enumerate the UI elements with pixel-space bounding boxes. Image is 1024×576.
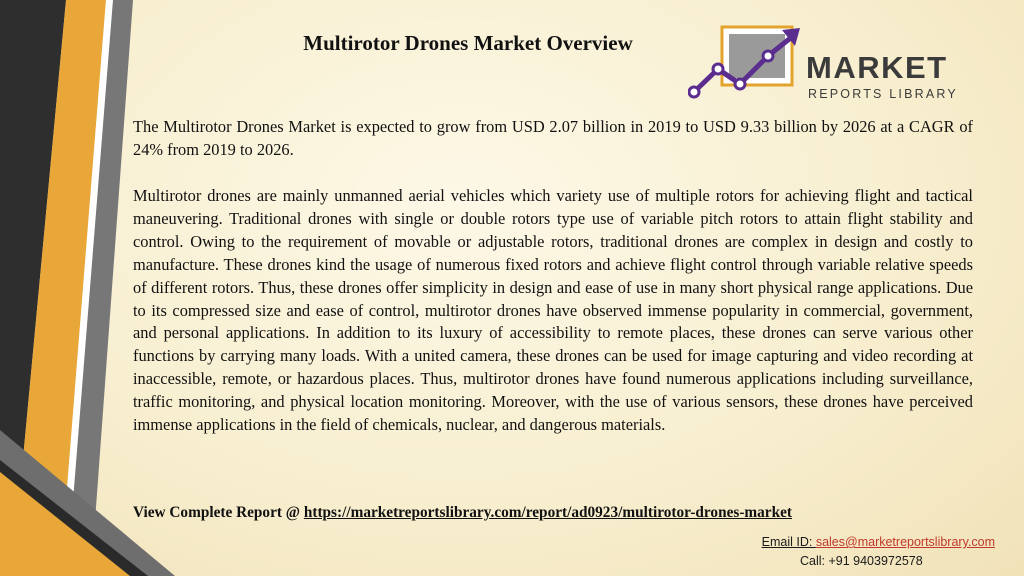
view-report-line: [133, 504, 993, 522]
view-report-label: View Complete Report @: [133, 504, 304, 521]
description-paragraph: Multirotor drones are mainly unmanned aerial vehicles which variety use of multiple rotors for achieving flight and tactical maneuvering. Traditional drones with single or double rotors type use of variable pitch rotors to attain flight stability and control. Owing to the requirement of movable or adjustable rotors, traditional drones are complex in design and costly to manufacture. These drones kind the usage of numerous fixed rotors and achieve flight control through variable relative speeds of different rotors. Thus, these drones offer simplicity in design and ease of use in many short physical range applications. Due to its compressed size and ease of control, multirotor drones have observed immense popularity in commercial, government, and personal applications. In addition to its luxury of accessibility to remote places, these drones can serve various other functions by carrying many loads. With a united camera, these drones can be used for image capturing and video recording at inaccessible, remote, or hazardous places. Thus, multirotor drones have found numerous applications including surveillance, traffic monitoring, and physical location monitoring. Moreover, with the use of various sensors, these drones have perceived immense applications in the field of chemicals, nuclear, and dangerous materials.: [133, 186, 973, 435]
report-link[interactable]: https://marketreportslibrary.com/report/ad0923/multirotor-drones-market: [303, 504, 792, 521]
email-line: [762, 535, 995, 549]
logo-chart-icon: [688, 22, 808, 104]
email-link[interactable]: sales@marketreportslibrary.com: [815, 535, 995, 549]
logo-subtitle: REPORTS LIBRARY: [808, 87, 958, 101]
phone-line: Call: +91 9403972578: [800, 554, 923, 568]
logo-wordmark: MARKET: [806, 50, 948, 85]
email-label: Email ID:: [761, 535, 816, 549]
intro-paragraph: The Multirotor Drones Market is expected to grow from USD 2.07 billion in 2019 to USD 9.33 billion by 2026 at a CAGR of 24% from 2019 to 2026.: [133, 117, 973, 159]
page-title: Multirotor Drones Market Overview: [303, 31, 633, 55]
company-logo: [688, 22, 988, 104]
